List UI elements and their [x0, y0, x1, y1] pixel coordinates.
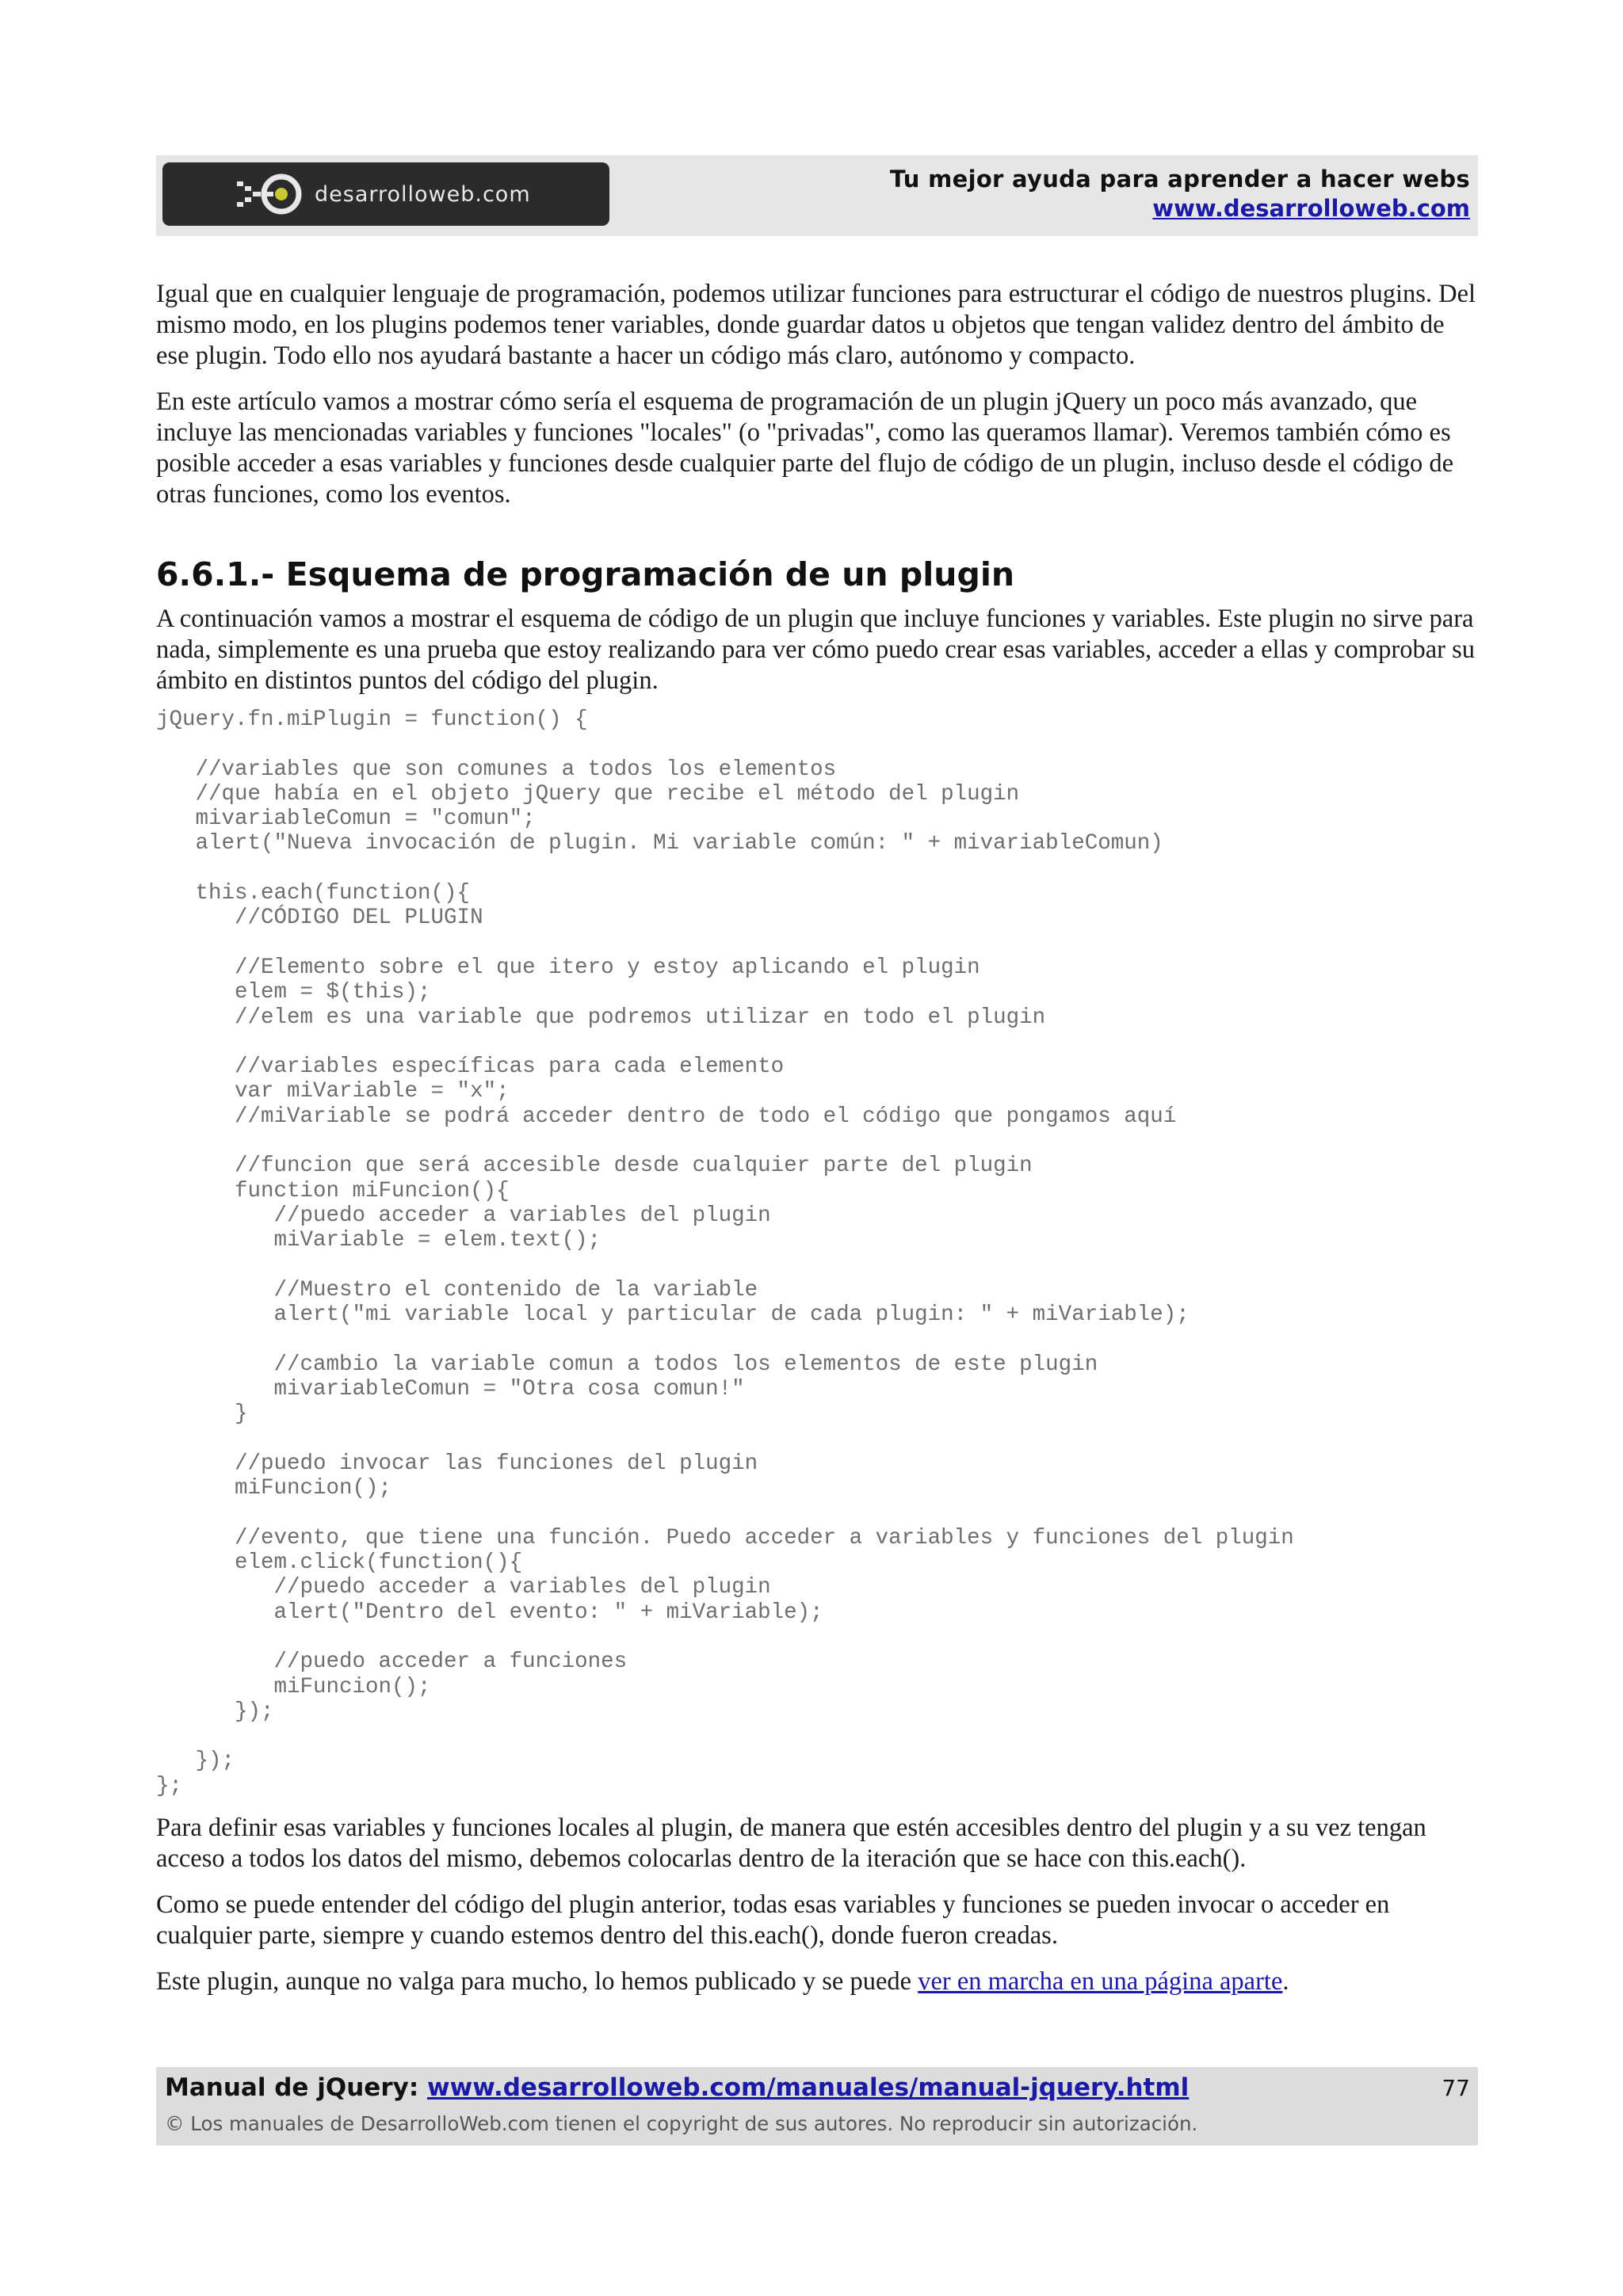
header-right [890, 165, 1470, 223]
code-block: jQuery.fn.miPlugin = function() { //variables que son comunes a todos los elementos //que había en el objeto jQuery que recibe el método del plugin mivariableComun = "comun"; alert("Nueva invocación de plugin. Mi variable común: " + mivariableComun) this.each(function(){ //CÓDIGO DEL PLUGIN //Elemento sobre el que itero y estoy aplicando el plugin elem = $(this); //elem es una variable que podremos utilizar en todo el plugin //variables específicas para cada elemento var miVariable = "x"; //miVariable se podrá acceder dentro de todo el código que pongamos aquí //funcion que será accesible desde cualquier parte del plugin function miFuncion(){ //puedo acceder a variables del plugin miVariable = elem.text(); //Muestro el contenido de la variable alert("mi variable local y particular de cada plugin: " + miVariable); //cambio la variable comun a todos los elementos de este plugin mivariableComun = "Otra cosa comun!" } //puedo invocar las funciones del plugin miFuncion(); //evento, que tiene una función. Puedo acceder a variables y funciones del plugin elem.click(function(){ //puedo acceder a variables del plugin alert("Dentro del evento: " + miVariable); //puedo acceder a funciones miFuncion(); }); }); }; [156, 707, 1294, 1798]
page-number: 77 [1442, 2075, 1470, 2101]
footer-manual-line [165, 2073, 1189, 2102]
header-tagline: Tu mejor ayuda para aprender a hacer webs [889, 166, 1470, 193]
page-header [156, 155, 1478, 236]
section-paragraph-4: Para definir esas variables y funciones locales al plugin, de manera que estén accesibles dentro del plugin y a su vez tengan acceso a todos los datos del mismo, debemos colocarlas dentro de la iteración que se hace con this.each(). [156, 1814, 1426, 1874]
logo-text: desarrolloweb.com [315, 181, 531, 207]
page-footer [156, 2067, 1478, 2145]
header-site-link[interactable]: www.desarrolloweb.com [1152, 195, 1470, 222]
section-paragraph-6 [156, 1966, 1478, 1997]
page-content [156, 155, 1478, 1997]
desarrolloweb-logo-icon [235, 172, 307, 216]
section-paragraph-5: Como se puede entender del código del plugin anterior, todas esas variables y funciones se pueden invocar o acceder en cualquier parte, siempre y cuando estemos dentro del this.each(), donde fueron creadas. [156, 1890, 1390, 1951]
paragraph-6-end: . [1282, 1967, 1289, 1997]
footer-manual-label: Manual de jQuery: [165, 2073, 428, 2102]
site-logo[interactable] [162, 162, 609, 226]
section-paragraph-intro: A continuación vamos a mostrar el esquema de código de un plugin que incluye funciones y variables. Este plugin no sirve para nada, simplemente es una prueba que estoy realizando para ver cómo puedo crear esas variables, acceder a ellas y comprobar su ámbito en distintos puntos del código del plugin. [156, 605, 1475, 695]
demo-page-link[interactable]: ver en marcha en una página aparte [918, 1967, 1283, 1997]
paragraph-6-text: Este plugin, aunque no valga para mucho, lo hemos publicado y se puede [156, 1967, 918, 1997]
footer-manual-link[interactable]: www.desarrolloweb.com/manuales/manual-jquery.html [427, 2073, 1190, 2102]
intro-paragraph-2: En este artículo vamos a mostrar cómo sería el esquema de programación de un plugin jQuery un poco más avanzado, que incluye las mencionadas variables y funciones "locales" (o "privadas", como las queramos llamar). Veremos también cómo es posible acceder a esas variables y funciones desde cualquier parte del flujo de código de un plugin, incluso desde el código de otras funciones, como los eventos. [156, 387, 1454, 509]
intro-paragraph-1: Igual que en cualquier lenguaje de programación, podemos utilizar funciones para estructurar el código de nuestros plugins. Del mismo modo, en los plugins podemos tener variables, donde guardar datos u objetos que tengan validez dentro del ámbito de ese plugin. Todo ello nos ayudará bastante a hacer un código más claro, autónomo y compacto. [156, 280, 1476, 370]
section-heading: 6.6.1.- Esquema de programación de un plugin [156, 555, 1015, 593]
footer-copyright: © Los manuales de DesarrolloWeb.com tienen el copyright de sus autores. No reproducir sin autorización. [165, 2112, 1198, 2135]
